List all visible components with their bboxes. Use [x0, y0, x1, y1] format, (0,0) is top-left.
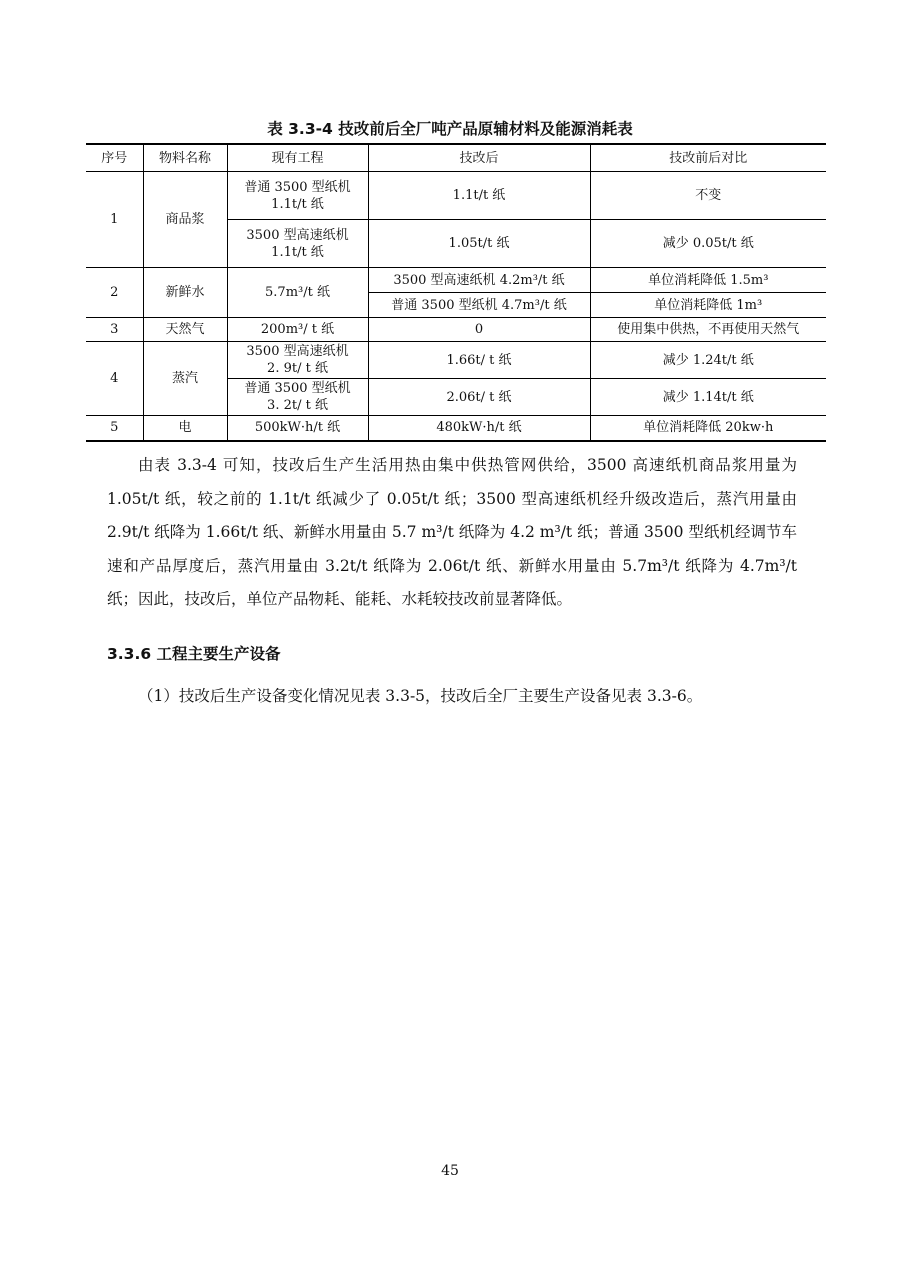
cell-after: 480kW·h/t 纸 — [368, 416, 590, 441]
cell-after: 1.1t/t 纸 — [368, 172, 590, 220]
table-header-row — [86, 144, 826, 172]
cell-compare: 单位消耗降低 1.5m³ — [590, 268, 826, 293]
cell-compare: 不变 — [590, 172, 826, 220]
table-row — [86, 318, 826, 342]
cell-existing: 3500 型高速纸机 2. 9t/ t 纸 — [227, 342, 368, 379]
col-header-compare: 技改前后对比 — [590, 144, 826, 172]
cell-no: 5 — [86, 416, 143, 441]
cell-compare: 使用集中供热，不再使用天然气 — [590, 318, 826, 342]
table-row — [86, 416, 826, 441]
cell-compare: 单位消耗降低 1m³ — [590, 293, 826, 318]
col-header-after: 技改后 — [368, 144, 590, 172]
cell-material: 蒸汽 — [143, 342, 227, 416]
cell-compare: 减少 1.14t/t 纸 — [590, 379, 826, 416]
equipment-paragraph: （1）技改后生产设备变化情况见表 3.3-5，技改后全厂主要生产设备见表 3.3-6。 — [138, 687, 703, 705]
cell-compare: 单位消耗降低 20kw·h — [590, 416, 826, 441]
col-header-no: 序号 — [86, 144, 143, 172]
cell-material: 新鲜水 — [143, 268, 227, 318]
cell-existing: 普通 3500 型纸机 3. 2t/ t 纸 — [227, 379, 368, 416]
cell-material: 电 — [143, 416, 227, 441]
cell-after: 1.66t/ t 纸 — [368, 342, 590, 379]
cell-no: 3 — [86, 318, 143, 342]
col-header-existing: 现有工程 — [227, 144, 368, 172]
cell-after: 普通 3500 型纸机 4.7m³/t 纸 — [368, 293, 590, 318]
table-caption: 表 3.3-4 技改前后全厂吨产品原辅材料及能源消耗表 — [267, 120, 633, 138]
analysis-paragraph: 由表 3.3-4 可知，技改后生产生活用热由集中供热管网供给，3500 高速纸机商品浆用量为 1.05t/t 纸，较之前的 1.1t/t 纸减少了 0.05t/t 纸；3500 型高速纸机经升级改造后，蒸汽用量由 2.9t/t 纸降为 1.66t/t 纸、新鲜水用量由 5.7 m³/t 纸降为 4.2 m³/t 纸；普通 3500 型纸机经调节车速和产品厚度后，蒸汽用量由 3.2t/t 纸降为 2.06t/t 纸、新鲜水用量由 5.7m³/t 纸降为 4.7m³/t 纸；因此，技改后，单位产品物耗、能耗、水耗较技改前显著降低。 — [107, 456, 797, 608]
cell-existing: 5.7m³/t 纸 — [227, 268, 368, 318]
cell-no: 4 — [86, 342, 143, 416]
cell-existing: 200m³/ t 纸 — [227, 318, 368, 342]
table-row — [86, 172, 826, 220]
cell-after: 1.05t/t 纸 — [368, 220, 590, 268]
consumption-table — [86, 143, 826, 442]
col-header-material: 物料名称 — [143, 144, 227, 172]
cell-after: 2.06t/ t 纸 — [368, 379, 590, 416]
cell-compare: 减少 1.24t/t 纸 — [590, 342, 826, 379]
table-row — [86, 268, 826, 293]
table-row — [86, 342, 826, 379]
page-number: 45 — [441, 1163, 459, 1179]
cell-existing: 普通 3500 型纸机 1.1t/t 纸 — [227, 172, 368, 220]
cell-no: 1 — [86, 172, 143, 268]
cell-existing: 3500 型高速纸机 1.1t/t 纸 — [227, 220, 368, 268]
cell-no: 2 — [86, 268, 143, 318]
section-heading: 3.3.6 工程主要生产设备 — [107, 645, 281, 663]
cell-material: 商品浆 — [143, 172, 227, 268]
cell-existing: 500kW·h/t 纸 — [227, 416, 368, 441]
cell-compare: 减少 0.05t/t 纸 — [590, 220, 826, 268]
cell-after: 3500 型高速纸机 4.2m³/t 纸 — [368, 268, 590, 293]
cell-material: 天然气 — [143, 318, 227, 342]
cell-after: 0 — [368, 318, 590, 342]
